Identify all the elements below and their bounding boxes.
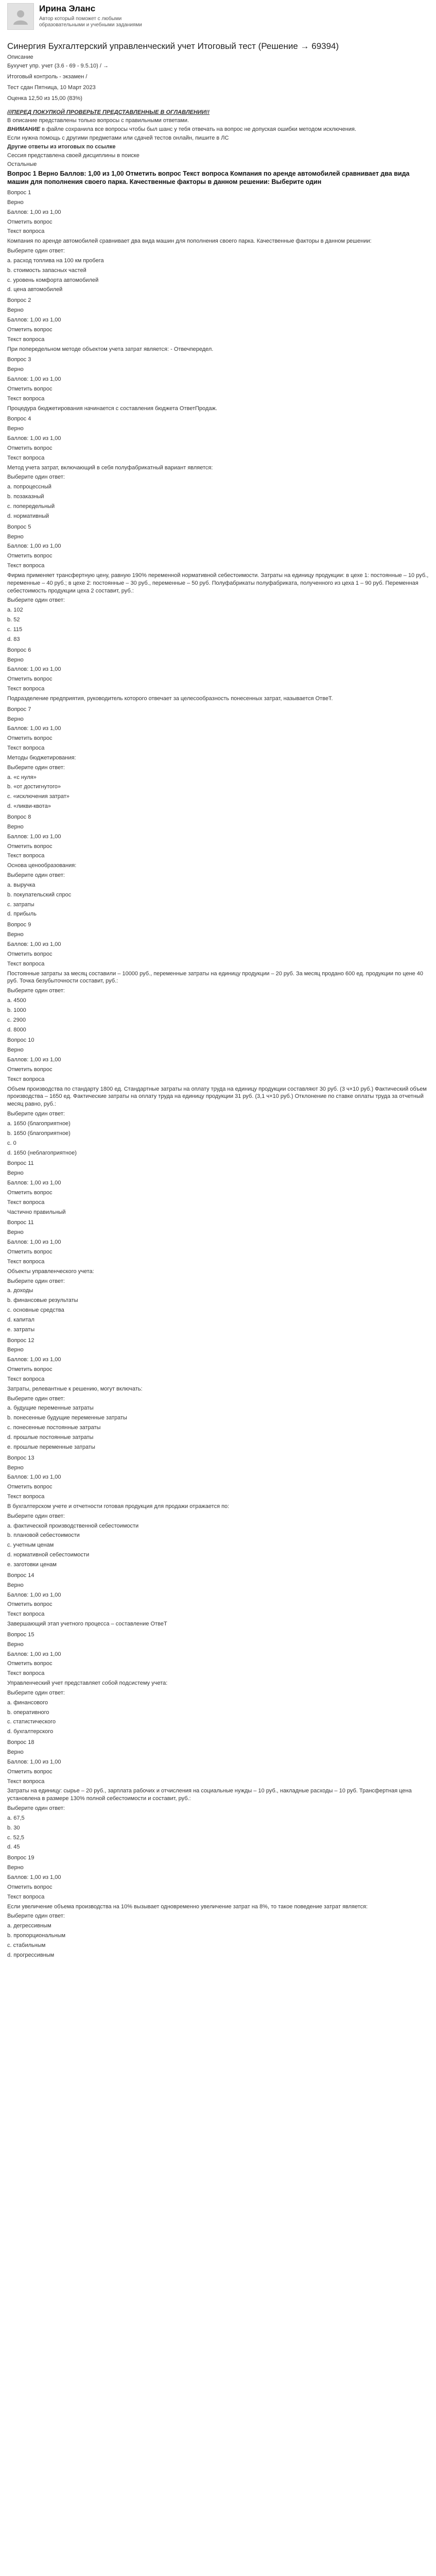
question-text: Процедура бюджетирования начинается с составления бюджета ОтветПродаж. (7, 405, 217, 412)
question-text: Объем производства по стандарту 1800 ед. Стандартные затраты на оплату труда на единицу продукции составляют 30 руб. (3 ч×10 руб.) Фактический объем производства – 1650 ед. Фактические затраты на оплату труда на единицу продукции 31 руб. (3,1 ч×10 руб.) Отклонение по ставке оплаты труда за отчетный месяц равно, руб.: (7, 1086, 427, 1108)
other-answers-heading: Другие ответы из итоговых по ссылке (7, 143, 116, 150)
flag-question-link[interactable]: Отметить вопрос (7, 218, 53, 225)
answer-option: c. 0 (7, 1140, 16, 1146)
question-text-label: Текст вопроса (7, 686, 45, 692)
choose-label: Выберите один ответ: (7, 1278, 65, 1284)
question-number: Вопрос 8 (7, 814, 31, 821)
flag-question-link[interactable]: Отметить вопрос (7, 1066, 53, 1073)
question-number: Вопрос 14 (7, 1572, 34, 1579)
question-score: Баллов: 1,00 из 1,00 (7, 833, 61, 840)
answer-option: c. понесенные постоянные затраты (7, 1425, 101, 1431)
question-block (7, 647, 430, 703)
answer-option: b. позаказный (7, 494, 44, 500)
answer-option: a. будущие переменные затраты (7, 1405, 94, 1412)
answer-option: d. прогрессивным (7, 1952, 55, 1958)
question-block (7, 415, 430, 520)
question-score: Баллов: 1,00 из 1,00 (7, 316, 61, 323)
question-text-label: Текст вопроса (7, 1076, 45, 1082)
question-status: Верно (7, 1641, 24, 1648)
question-block (7, 1219, 430, 1333)
question-status: Верно (7, 1229, 24, 1236)
user-icon (12, 8, 29, 25)
answer-option: c. статистического (7, 1719, 56, 1725)
question-text: Фирма применяет трансфертную цену, равную 190% переменной нормативной себестоимости. Затраты на единицу продукции: в цехе 1: постоянные – 10 руб., переменные – 40 руб.; в цехе 2: постоянные – 30 руб., переменные – 50 руб. Полуфабрикаты полуфабриката, полученного из цеха 1 – 90 руб. Переменная себестоимость продукции цеха 2 составит, руб.: (7, 572, 429, 594)
question-text-label: Текст вопроса (7, 1893, 45, 1900)
question-score: Баллов: 1,00 из 1,00 (7, 376, 61, 383)
question-number: Вопрос 11 (7, 1160, 34, 1167)
description-label: Описание (7, 54, 33, 61)
question-score: Баллов: 1,00 из 1,00 (7, 543, 61, 550)
flag-question-link[interactable]: Отметить вопрос (7, 326, 53, 333)
answer-option: e. прошлые переменные затраты (7, 1444, 95, 1450)
question-block (7, 523, 430, 643)
test-score: Оценка 12,50 из 15,00 (83%) (7, 95, 82, 101)
question-text-label: Текст вопроса (7, 1778, 45, 1785)
question-score: Баллов: 1,00 из 1,00 (7, 1651, 61, 1657)
first-question-heading: Вопрос 1 Верно Баллов: 1,00 из 1,00 Отметить вопрос Текст вопроса Компания по аренде автомобилей сравнивает два вида машин для пополнения своего парка. Качественные факторы в данном решении: Выберите один (7, 170, 410, 185)
question-number: Вопрос 4 (7, 416, 31, 422)
question-text-label: Текст вопроса (7, 563, 45, 569)
flag-question-link[interactable]: Отметить вопрос (7, 1884, 53, 1890)
flag-question-link[interactable]: Отметить вопрос (7, 1248, 53, 1255)
question-status: Верно (7, 533, 24, 540)
question-block (7, 297, 430, 353)
question-text: Метод учета затрат, включающий в себя полуфабрикатный вариант является: (7, 464, 213, 471)
question-text-label: Текст вопроса (7, 745, 45, 752)
choose-label: Выберите один ответ: (7, 764, 65, 771)
question-number: Вопрос 1 (7, 190, 31, 196)
answer-option: a. 1650 (благоприятное) (7, 1121, 71, 1127)
question-number: Вопрос 15 (7, 1631, 34, 1638)
answer-option: b. 1650 (благоприятное) (7, 1130, 71, 1137)
answer-option: a. 4500 (7, 997, 26, 1004)
answer-option: c. уровень комфорта автомобилей (7, 277, 99, 283)
flag-question-link[interactable]: Отметить вопрос (7, 1601, 53, 1608)
answer-option: a. 102 (7, 607, 23, 614)
question-block (7, 356, 430, 412)
answer-option: b. «от достигнутого» (7, 784, 61, 790)
question-status: Верно (7, 1464, 24, 1471)
question-text-label: Текст вопроса (7, 454, 45, 461)
question-status: Верно (7, 1865, 24, 1871)
question-text-label: Текст вопроса (7, 1199, 45, 1206)
answer-option: c. учетным ценам (7, 1542, 54, 1549)
attention-lead: ВНИМАНИЕ (7, 126, 41, 133)
question-text: При попередельном методе объектом учета затрат является: - Отвечпередел. (7, 346, 214, 352)
other-label: Остальные (7, 161, 37, 167)
answer-option: a. 67,5 (7, 1815, 25, 1821)
answer-option: a. попроцессный (7, 484, 51, 490)
answer-option: c. 2900 (7, 1016, 26, 1023)
intro-contact: Если нужна помощь с другими предметами или сдачей тестов онлайн, пишите в ЛС (7, 135, 229, 142)
question-block (7, 1454, 430, 1569)
question-number: Вопрос 13 (7, 1454, 34, 1461)
test-meta (7, 54, 430, 102)
author-description: Автор который поможет с любыми образовательными и учебными заданиями (39, 15, 142, 28)
question-number: Вопрос 7 (7, 706, 31, 713)
question-block (7, 1337, 430, 1451)
choose-label: Выберите один ответ: (7, 1395, 65, 1402)
answer-option: b. стоимость запасных частей (7, 267, 86, 274)
answer-option: d. цена автомобилей (7, 286, 63, 293)
question-status: Верно (7, 366, 24, 373)
question-score: Баллов: 1,00 из 1,00 (7, 1239, 61, 1246)
answer-option: b. понесенные будущие переменные затраты (7, 1415, 127, 1421)
control-label: Итоговый контроль - экзамен / (7, 74, 88, 80)
question-status: Верно (7, 823, 24, 830)
answer-option: d. капитал (7, 1316, 34, 1323)
question-block (7, 1854, 430, 1959)
question-text: Завершающий этап учетного процесса – составление ОтвеТ (7, 1621, 167, 1628)
question-status: Верно (7, 1347, 24, 1353)
answer-option: d. 83 (7, 636, 20, 642)
question-text-label: Текст вопроса (7, 1494, 45, 1500)
question-status: Верно (7, 656, 24, 663)
flag-question-link[interactable]: Отметить вопрос (7, 1660, 53, 1667)
question-score: Баллов: 1,00 из 1,00 (7, 1758, 61, 1765)
answer-option: b. плановой себестоимости (7, 1532, 80, 1539)
question-text-label: Текст вопроса (7, 960, 45, 967)
question-text-label: Текст вопроса (7, 1611, 45, 1618)
answer-option: d. нормативный (7, 513, 49, 519)
avatar[interactable] (7, 3, 34, 30)
question-score: Баллов: 1,00 из 1,00 (7, 1180, 61, 1187)
flag-question-link[interactable]: Отметить вопрос (7, 1484, 53, 1490)
question-status: Верно (7, 1170, 24, 1177)
answer-option: c. стабильным (7, 1942, 46, 1948)
question-number: Вопрос 18 (7, 1739, 34, 1746)
question-status: Верно (7, 716, 24, 722)
answer-option: a. «с нуля» (7, 774, 37, 781)
question-text-label: Текст вопроса (7, 853, 45, 859)
answer-option: a. фактической производственной себестоимости (7, 1522, 139, 1529)
flag-question-link[interactable]: Отметить вопрос (7, 1768, 53, 1775)
question-status: Верно (7, 1047, 24, 1054)
answer-option: d. бухгалтерского (7, 1728, 54, 1735)
answer-option: b. пропорциональным (7, 1933, 66, 1939)
answer-option: d. нормативной себестоимости (7, 1552, 90, 1558)
purchase-warning: ///ПЕРЕД ПОКУПКОЙ ПРОВЕРЬТЕ ПРЕДСТАВЛЕННЫЕ В ОГЛАВЛЕНИИ!! (7, 109, 210, 115)
answer-option: a. доходы (7, 1287, 33, 1294)
question-text-label: Текст вопроса (7, 336, 45, 343)
answer-option: c. попередельный (7, 503, 55, 510)
choose-label: Выберите один ответ: (7, 1913, 65, 1920)
author-name[interactable]: Ирина Эланс (39, 4, 96, 13)
question-text-label: Текст вопроса (7, 1376, 45, 1382)
question-block (7, 814, 430, 918)
answer-option: b. 52 (7, 617, 20, 623)
question-block (7, 1037, 430, 1157)
answer-option: c. основные средства (7, 1307, 64, 1314)
answer-option: b. покупательский спрос (7, 891, 72, 898)
question-status: Верно (7, 1749, 24, 1756)
question-status: Верно (7, 307, 24, 314)
answer-option: b. 30 (7, 1824, 20, 1831)
question-score: Баллов: 1,00 из 1,00 (7, 209, 61, 215)
answer-option: d. «ликви-квота» (7, 803, 51, 810)
question-number: Вопрос 6 (7, 647, 31, 653)
question-text: В бухгалтерском учете и отчетности готовая продукция для продажи отражается по: (7, 1503, 230, 1510)
question-text: Затраты на единицу: сырье – 20 руб., зарплата рабочих и отчисления на социальные нужды – 10 руб., накладные расходы – 10 руб. Трансфертная цена установлена в размере 130% полной себестоимости и составит, руб.: (7, 1788, 412, 1802)
question-status: Верно (7, 931, 24, 938)
course-breadcrumb[interactable]: Бухучет упр. учет (3.6 - 69 - 9.5.10) / → (7, 63, 109, 70)
answer-option: c. 115 (7, 626, 23, 633)
attention-text: в файле сохранила все вопросы чтобы был шанс у тебя отвечать на вопрос не допуская ошибки методом исключения. (40, 126, 357, 133)
question-status: Верно (7, 1582, 24, 1588)
question-block (7, 189, 430, 294)
question-text: Методы бюджетирования: (7, 754, 76, 761)
answer-option: a. финансового (7, 1699, 48, 1706)
answer-option: b. оперативного (7, 1709, 49, 1716)
flag-question-link[interactable]: Отметить вопрос (7, 553, 53, 560)
answer-option: c. 52,5 (7, 1834, 25, 1841)
question-score: Баллов: 1,00 из 1,00 (7, 1591, 61, 1598)
question-number: Вопрос 12 (7, 1337, 34, 1344)
flag-question-link[interactable]: Отметить вопрос (7, 385, 53, 392)
flag-question-link[interactable]: Отметить вопрос (7, 445, 53, 451)
choose-label: Выберите один ответ: (7, 1689, 65, 1696)
question-score: Баллов: 1,00 из 1,00 (7, 666, 61, 673)
question-number: Вопрос 19 (7, 1855, 34, 1861)
choose-label: Выберите один ответ: (7, 872, 65, 879)
question-block (7, 706, 430, 810)
question-score: Баллов: 1,00 из 1,00 (7, 1057, 61, 1063)
question-text: Основа ценообразования: (7, 862, 77, 869)
question-list (7, 189, 430, 1959)
question-block (7, 921, 430, 1033)
question-score: Баллов: 1,00 из 1,00 (7, 1874, 61, 1880)
question-text-label: Текст вопроса (7, 228, 45, 235)
question-number: Вопрос 5 (7, 523, 31, 530)
answer-option: d. 8000 (7, 1026, 26, 1033)
question-text: Частично правильный (7, 1209, 66, 1215)
question-number: Вопрос 2 (7, 297, 31, 304)
question-text: Затраты, релевантные к решению, могут включать: (7, 1385, 143, 1392)
answer-option: c. «исключения затрат» (7, 793, 69, 800)
document-title: Синергия Бухгалтерский управленческий учет Итоговый тест (Решение → 69394) (7, 41, 339, 51)
search-hint[interactable]: Сессия представлена своей дисциплины в поиске (7, 152, 139, 159)
question-text: Компания по аренде автомобилей сравнивает два вида машин для пополнения своего парка. Качественные факторы в данном решении: (7, 238, 372, 245)
question-text-label: Текст вопроса (7, 1670, 45, 1677)
test-date: Тест сдан Пятница, 10 Март 2023 (7, 84, 96, 91)
question-number: Вопрос 9 (7, 922, 31, 928)
question-block (7, 1160, 430, 1216)
question-text: Управленческий учет представляет собой подсистему учета: (7, 1680, 168, 1687)
choose-label: Выберите один ответ: (7, 474, 65, 481)
question-score: Баллов: 1,00 из 1,00 (7, 941, 61, 947)
choose-label: Выберите один ответ: (7, 248, 65, 255)
question-text: Постоянные затраты за месяц составили – 10000 руб., переменные затраты на единицу продукции – 20 руб. За месяц продано 600 ед. продукции по цене 40 руб. Точка безубыточности составит, руб.: (7, 970, 424, 985)
question-status: Верно (7, 199, 24, 206)
question-block (7, 1572, 430, 1628)
question-number: Вопрос 11 (7, 1219, 34, 1226)
question-score: Баллов: 1,00 из 1,00 (7, 1357, 61, 1363)
flag-question-link[interactable]: Отметить вопрос (7, 951, 53, 957)
answer-option: a. расход топлива на 100 км пробега (7, 257, 104, 264)
answer-option: b. финансовые результаты (7, 1297, 78, 1304)
intro-note: В описание представлены только вопросы с правильными ответами. (7, 117, 189, 124)
question-block (7, 1631, 430, 1736)
answer-option: a. дегрессивным (7, 1923, 51, 1929)
answer-option: d. прибыль (7, 911, 37, 918)
flag-question-link[interactable]: Отметить вопрос (7, 676, 53, 683)
question-number: Вопрос 3 (7, 357, 31, 363)
flag-question-link[interactable]: Отметить вопрос (7, 1366, 53, 1373)
flag-question-link[interactable]: Отметить вопрос (7, 843, 53, 850)
answer-option: a. выручка (7, 882, 36, 888)
question-score: Баллов: 1,00 из 1,00 (7, 725, 61, 732)
choose-label: Выберите один ответ: (7, 597, 65, 604)
question-number: Вопрос 10 (7, 1037, 34, 1044)
answer-option: e. заготовки ценам (7, 1561, 57, 1568)
question-text: Если увеличение объема производства на 10% вызывает одновременно увеличение затрат на 8%, то такое поведение затрат является: (7, 1903, 368, 1910)
question-status: Верно (7, 426, 24, 432)
answer-option: e. затраты (7, 1326, 35, 1333)
question-text: Объекты управленческого учета: (7, 1268, 94, 1275)
question-text: Подразделение предприятия, руководитель которого отвечает за целесообразность понесенных затрат, называется ОтвеТ. (7, 695, 333, 702)
intro-attention (7, 126, 430, 133)
author-info (39, 3, 152, 29)
question-block (7, 1739, 430, 1851)
answer-option: b. 1000 (7, 1007, 26, 1013)
question-score: Баллов: 1,00 из 1,00 (7, 435, 61, 442)
question-score: Баллов: 1,00 из 1,00 (7, 1474, 61, 1481)
answer-option: c. затраты (7, 901, 34, 908)
answer-option: d. 1650 (неблагоприятное) (7, 1149, 77, 1156)
choose-label: Выберите один ответ: (7, 1111, 65, 1117)
flag-question-link[interactable]: Отметить вопрос (7, 735, 53, 742)
choose-label: Выберите один ответ: (7, 1513, 65, 1519)
question-text-label: Текст вопроса (7, 1258, 45, 1265)
choose-label: Выберите один ответ: (7, 1805, 65, 1812)
answer-option: d. прошлые постоянные затраты (7, 1434, 94, 1441)
choose-label: Выберите один ответ: (7, 988, 65, 994)
question-text-label: Текст вопроса (7, 395, 45, 402)
answer-option: d. 45 (7, 1844, 20, 1851)
flag-question-link[interactable]: Отметить вопрос (7, 1189, 53, 1196)
author-header (7, 3, 430, 30)
